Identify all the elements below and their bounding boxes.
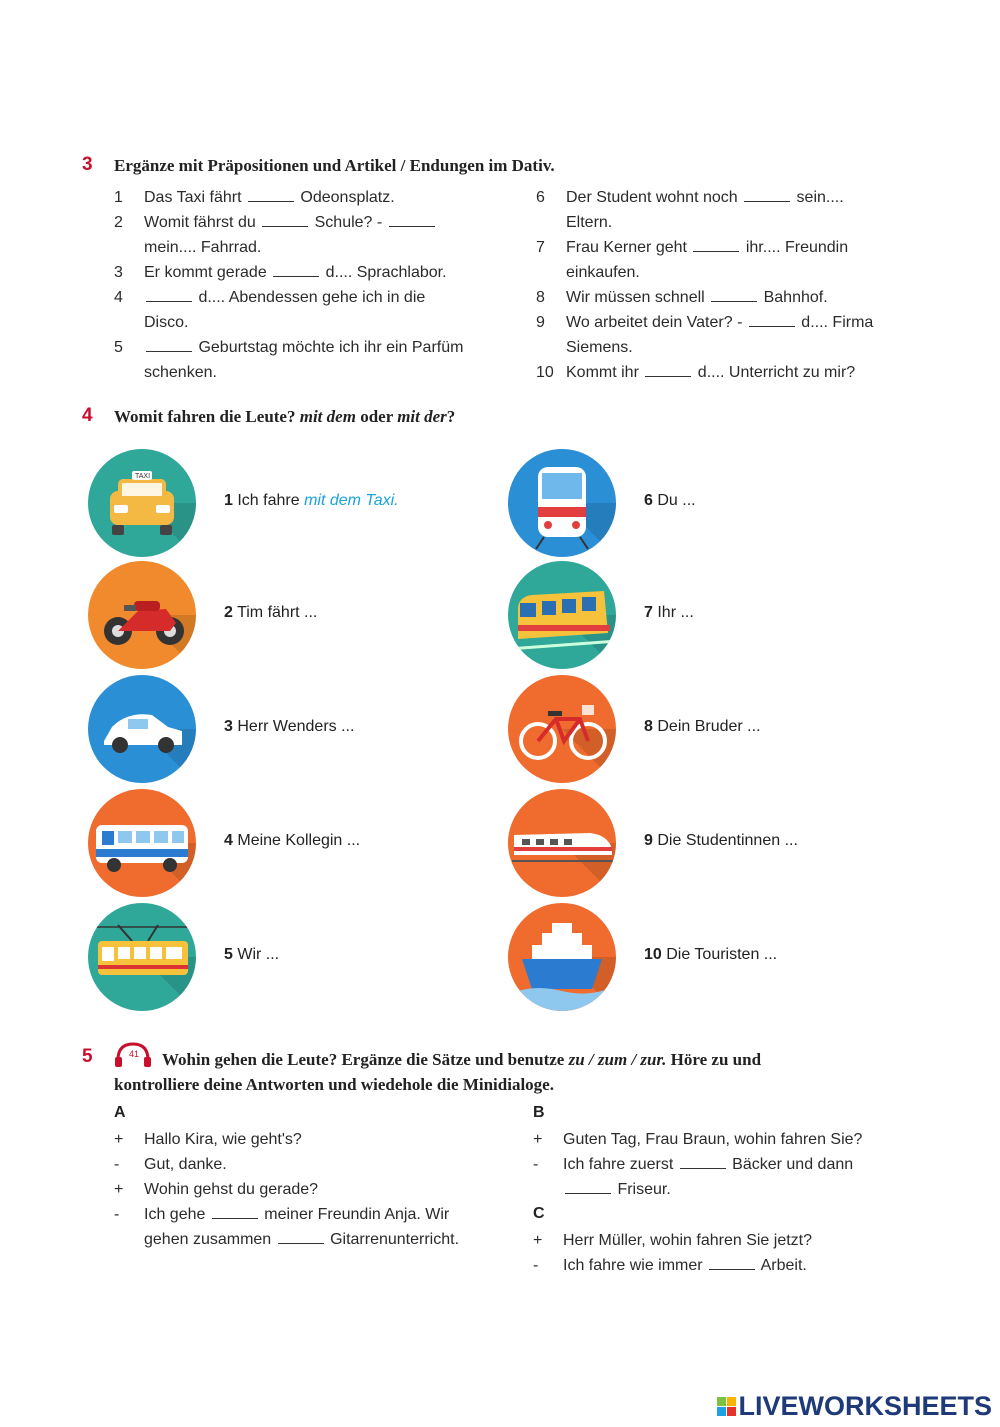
vehicle-sentence: [644, 832, 798, 850]
dialog-line: [114, 1152, 524, 1177]
item-text: Das Taxi fährt: [144, 189, 246, 206]
liveworksheets-logo[interactable]: [717, 1391, 992, 1421]
tram-icon: [88, 903, 196, 1011]
exercise-item: [114, 285, 514, 310]
item-text: Er kommt gerade: [144, 264, 272, 281]
item-text: Friseur.: [613, 1181, 671, 1198]
item-number: 1: [114, 189, 123, 206]
item-text: Arbeit.: [757, 1257, 807, 1274]
exercise-item: [536, 360, 936, 385]
item-continuation: schenken.: [144, 364, 217, 381]
vehicle-sentence: [644, 946, 777, 964]
section-3-number: 3: [82, 154, 93, 175]
vehicle-number: 6: [644, 492, 653, 509]
speaker-marker: +: [114, 1131, 124, 1148]
item-text: Hallo Kira, wie geht's?: [144, 1131, 302, 1148]
gap-fill-input[interactable]: [146, 337, 192, 352]
item-text: Womit fährst du: [144, 214, 261, 231]
item-text: Schule? -: [310, 214, 387, 231]
item-text: Frau Kerner geht: [566, 239, 692, 256]
bus-icon: [88, 789, 196, 897]
speaker-marker: -: [114, 1206, 120, 1223]
logo-text: LIVEWORKSHEETS: [738, 1390, 992, 1421]
vehicle-sentence: [644, 604, 694, 622]
item-number: 7: [536, 239, 545, 256]
dialog-c: [533, 1228, 953, 1278]
vehicle-number: 2: [224, 604, 233, 621]
vehicle-number: 1: [224, 492, 233, 509]
dialog-line: [533, 1228, 953, 1253]
gap-fill-input[interactable]: [744, 187, 790, 202]
vehicle-number: 10: [644, 946, 662, 963]
bicycle-icon: [508, 675, 616, 783]
dialog-b-label: B: [533, 1104, 545, 1121]
gap-fill-input[interactable]: [146, 287, 192, 302]
gap-fill-input[interactable]: [693, 237, 739, 252]
speaker-marker: -: [533, 1257, 539, 1274]
vehicle-sentence: [224, 604, 317, 622]
vehicle-sentence: [644, 718, 761, 736]
vehicle-text: Die Touristen ...: [666, 946, 778, 963]
gap-fill-input[interactable]: [645, 362, 691, 377]
speaker-marker: +: [533, 1232, 543, 1249]
item-continuation: Siemens.: [566, 339, 633, 356]
vehicle-number: 8: [644, 718, 653, 735]
section-4-title: Womit fahren die Leute? mit dem oder mit der?: [114, 407, 456, 426]
item-number: 5: [114, 339, 123, 356]
section-5-title-line1: Wohin gehen die Leute? Ergänze die Sätze und benutze zu / zum / zur. Höre zu und: [162, 1050, 762, 1069]
vehicle-sentence: [224, 832, 360, 850]
dialog-b: [533, 1127, 953, 1202]
ship-icon: [508, 903, 616, 1011]
item-text: Gut, danke.: [144, 1156, 227, 1173]
exercise-item: [536, 185, 936, 210]
exercise-item: [536, 310, 936, 335]
vehicle-number: 4: [224, 832, 233, 849]
dialog-c-label: C: [533, 1205, 545, 1222]
gap-fill-input[interactable]: [248, 187, 294, 202]
vehicle-number: 3: [224, 718, 233, 735]
speaker-marker: -: [533, 1156, 539, 1173]
item-text: d.... Unterricht zu mir?: [693, 364, 856, 381]
svg-text:TAXI: TAXI: [135, 473, 151, 480]
item-text: Odeonsplatz.: [295, 189, 395, 206]
exercise-item: [114, 335, 514, 360]
exercise-item: [536, 235, 936, 260]
gap-fill-input[interactable]: [212, 1204, 258, 1219]
train-front-icon: [508, 449, 616, 557]
item-number: 4: [114, 289, 123, 306]
item-number: 8: [536, 289, 545, 306]
gap-fill-input[interactable]: [262, 212, 308, 227]
item-number: 2: [114, 214, 123, 231]
exercise-item: [536, 285, 936, 310]
item-text: Herr Müller, wohin fahren Sie jetzt?: [563, 1232, 812, 1249]
gap-fill-input[interactable]: [749, 312, 795, 327]
dialog-line: [114, 1127, 524, 1152]
gap-fill-input[interactable]: [278, 1229, 324, 1244]
taxi-icon: [88, 449, 196, 557]
speaker-marker: -: [114, 1156, 120, 1173]
speaker-marker: +: [114, 1181, 124, 1198]
section-4-number: 4: [82, 405, 93, 426]
item-continuation: einkaufen.: [566, 264, 640, 281]
gap-fill-input[interactable]: [709, 1255, 755, 1270]
vehicle-text: Dein Bruder ...: [657, 718, 761, 735]
item-text: d.... Abendessen gehe ich in die: [194, 289, 426, 306]
dialog-a-label: A: [114, 1104, 126, 1121]
item-text: gehen zusammen: [144, 1231, 276, 1248]
vehicle-text: Du ...: [657, 492, 696, 509]
item-text: sein....: [792, 189, 844, 206]
item-text: d.... Firma: [796, 314, 874, 331]
vehicle-text: Ihr ...: [657, 604, 694, 621]
vehicle-sentence: [224, 718, 354, 736]
vehicle-sentence: [224, 492, 399, 510]
item-text: Gitarrenunterricht.: [325, 1231, 460, 1248]
vehicle-text: Die Studentinnen ...: [657, 832, 798, 849]
item-number: 3: [114, 264, 123, 281]
speaker-marker: +: [533, 1131, 543, 1148]
vehicle-sentence: [224, 946, 279, 964]
item-text: Wohin gehst du gerade?: [144, 1181, 319, 1198]
item-text: Geburtstag möchte ich ihr ein Parfüm: [194, 339, 464, 356]
exercise-item: [114, 210, 514, 235]
vehicle-text: Meine Kollegin ...: [237, 832, 361, 849]
vehicle-number: 5: [224, 946, 233, 963]
item-text: Bäcker und dann: [727, 1156, 854, 1173]
item-text: Ich fahre zuerst: [563, 1156, 678, 1173]
gap-fill-input[interactable]: [389, 212, 435, 227]
exercise-item: [114, 260, 514, 285]
item-continuation: mein.... Fahrrad.: [144, 239, 262, 256]
dialog-line: [114, 1202, 524, 1227]
gap-fill-input[interactable]: [680, 1154, 726, 1169]
gap-fill-input[interactable]: [565, 1179, 611, 1194]
train-side-icon: [508, 561, 616, 669]
dialog-a: [114, 1127, 524, 1252]
example-answer: mit dem Taxi.: [304, 492, 399, 509]
dialog-line: [533, 1127, 953, 1152]
vehicle-number: 7: [644, 604, 653, 621]
item-text: Kommt ihr: [566, 364, 644, 381]
item-text: d.... Sprachlabor.: [321, 264, 447, 281]
item-text: Wir müssen schnell: [566, 289, 710, 306]
dialog-line: [533, 1177, 953, 1202]
item-number: 6: [536, 189, 545, 206]
dialog-line: [114, 1227, 524, 1252]
vehicle-text: Herr Wenders ...: [237, 718, 355, 735]
dialog-line: [533, 1152, 953, 1177]
vehicle-text: Wir ...: [237, 946, 280, 963]
dialog-line: [533, 1253, 953, 1278]
item-text: Guten Tag, Frau Braun, wohin fahren Sie?: [563, 1131, 863, 1148]
item-text: Bahnhof.: [759, 289, 828, 306]
motorcycle-icon: [88, 561, 196, 669]
gap-fill-input[interactable]: [711, 287, 757, 302]
item-text: Wo arbeitet dein Vater? -: [566, 314, 747, 331]
item-text: ihr.... Freundin: [741, 239, 849, 256]
vehicle-text: Ich fahre: [237, 492, 305, 509]
item-text: Der Student wohnt noch: [566, 189, 743, 206]
item-continuation: Disco.: [144, 314, 189, 331]
item-number: 10: [536, 364, 554, 381]
highspeed-train-icon: [508, 789, 616, 897]
vehicle-text: Tim fährt ...: [237, 604, 318, 621]
car-icon: [88, 675, 196, 783]
item-number: 9: [536, 314, 545, 331]
dialog-line: [114, 1177, 524, 1202]
svg-text:41: 41: [129, 1049, 140, 1059]
section-3-left-column: [114, 185, 514, 385]
section-5-number: 5: [82, 1046, 93, 1067]
item-text: meiner Freundin Anja. Wir: [259, 1206, 450, 1223]
section-5-title-line2: kontrolliere deine Antworten und wiedehole die Minidialoge.: [114, 1075, 554, 1094]
logo-mark-icon: [717, 1397, 736, 1416]
item-continuation: Eltern.: [566, 214, 613, 231]
vehicle-number: 9: [644, 832, 653, 849]
section-3-right-column: [536, 185, 936, 385]
vehicle-sentence: [644, 492, 696, 510]
gap-fill-input[interactable]: [273, 262, 319, 277]
audio-headphones-icon[interactable]: [112, 1040, 154, 1068]
item-text: Ich gehe: [144, 1206, 210, 1223]
item-text: Ich fahre wie immer: [563, 1257, 708, 1274]
exercise-item: [114, 185, 514, 210]
section-3-title: Ergänze mit Präpositionen und Artikel / Endungen im Dativ.: [114, 156, 555, 175]
